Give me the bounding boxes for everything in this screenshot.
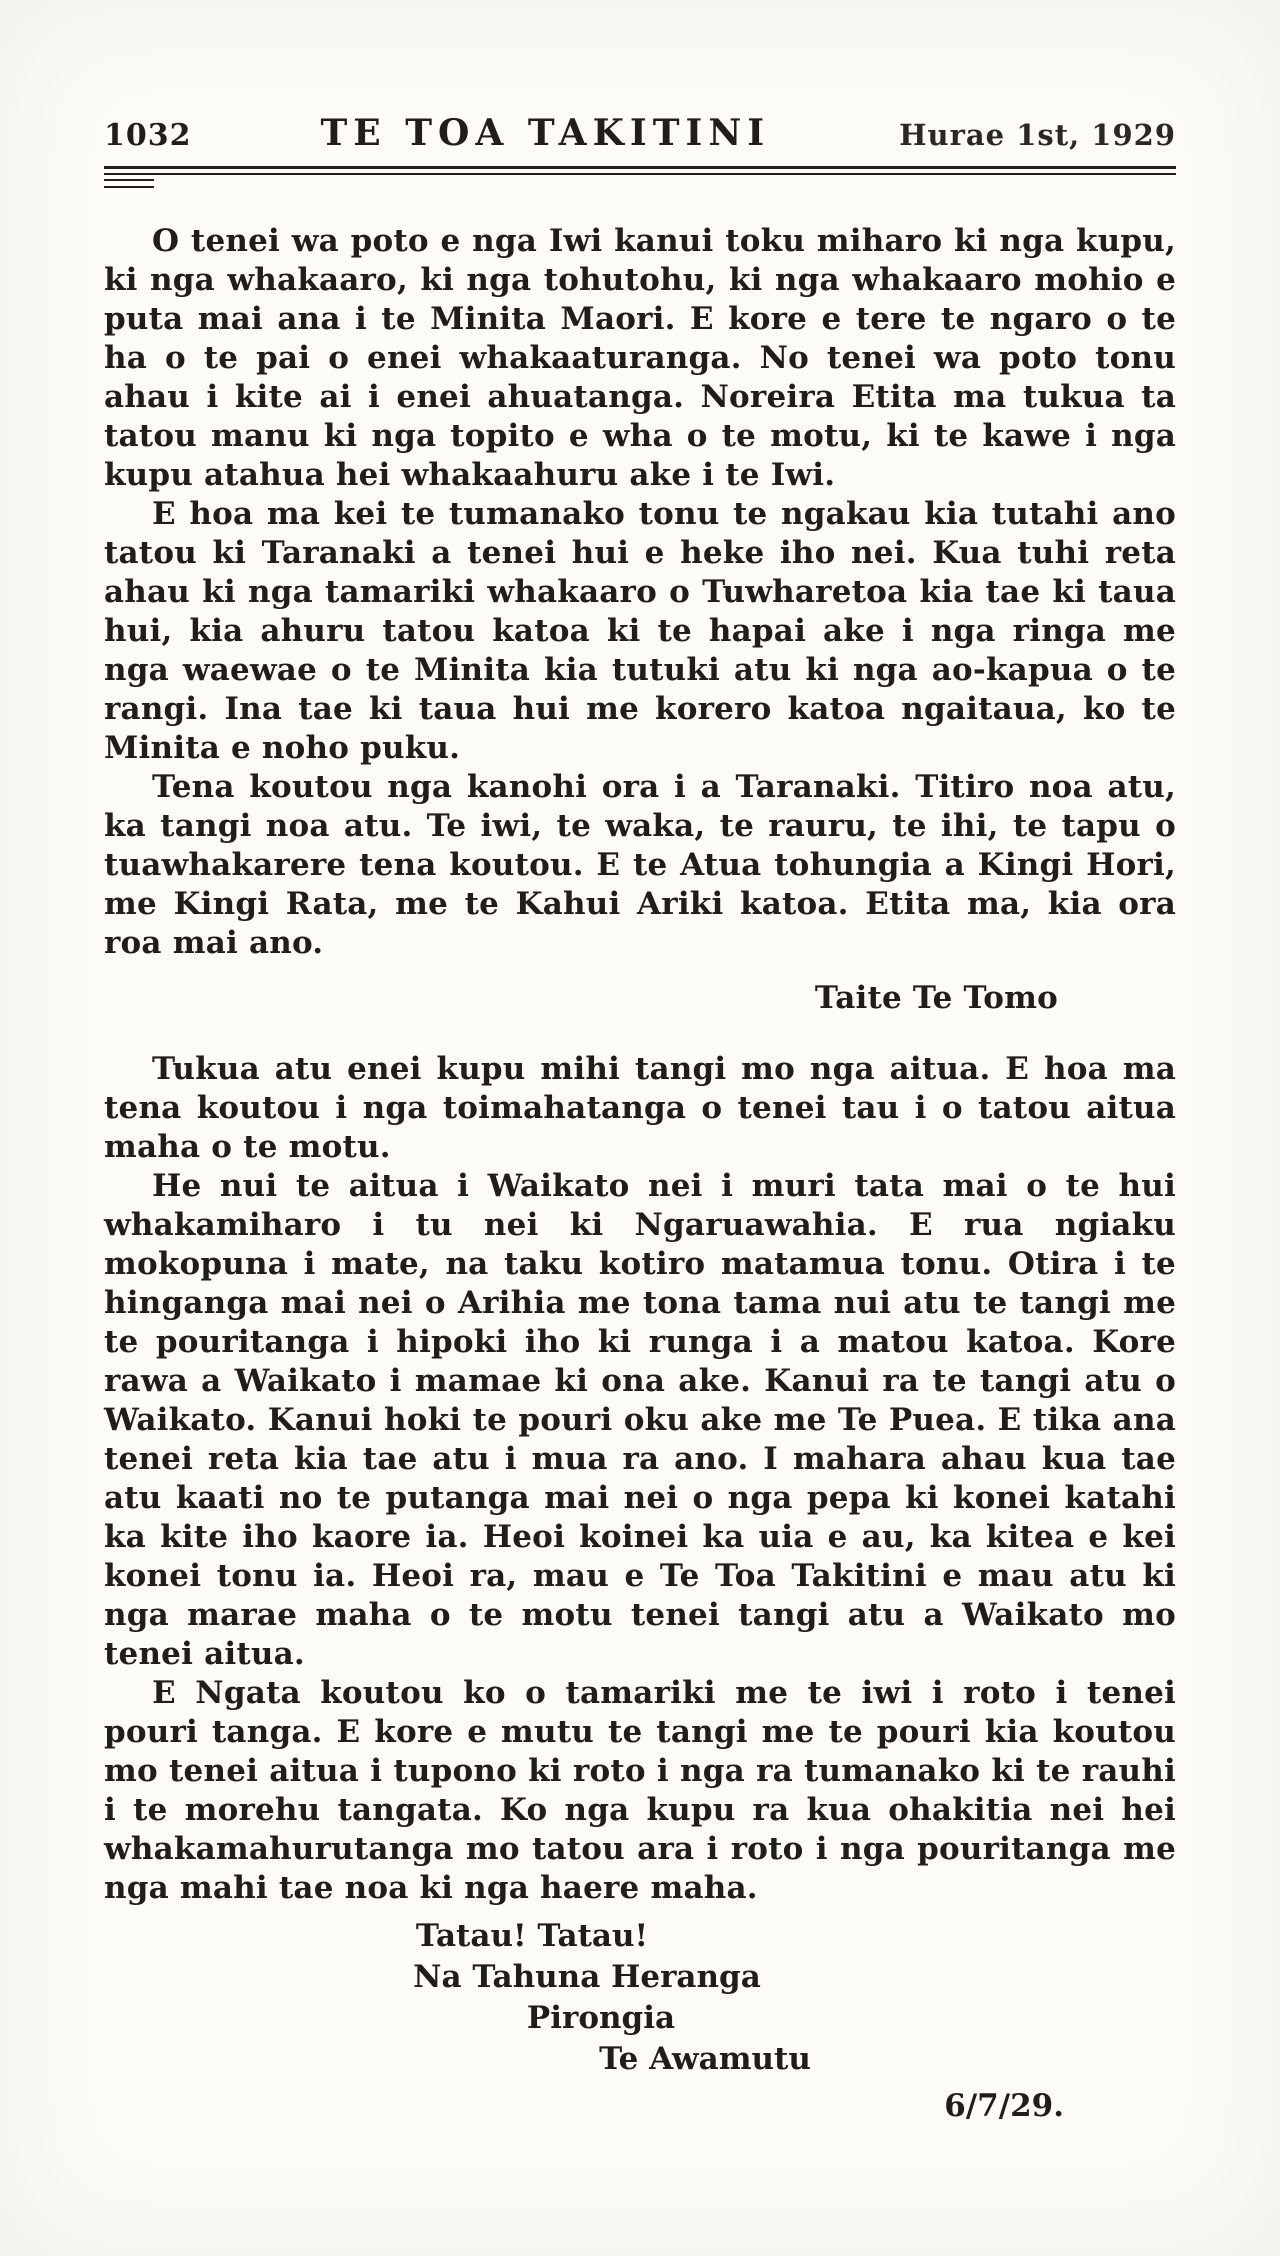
issue-date: Hurae 1st, 1929 — [899, 118, 1176, 152]
paragraph: He nui te aitua i Waikato nei i muri tata mai o te hui whakamiharo i tu nei ki Ngaruawahia. E rua ngiaku mokopuna i mate, na taku kotiro matamua tonu. Otira i te hinganga mai nei o Arihia me tona tama nui atu te tangi me te pouritanga i hipoki iho ki runga i a matou katoa. Kore rawa a Waikato i mamae ki ona ake. Kanui ra te tangi atu o Waikato. Kanui hoki te pouri oku ake me Te Puea. E tika ana tenei reta kia tae atu i mua ra ano. I mahara ahau kua tae atu kaati no te putanga mai nei o nga pepa ki konei katahi ka kite iho kaore ia. Heoi koinei ka uia e au, ka kitea e kei konei tonu ia. Heoi ra, mau e Te Toa Takitini e mau atu ki nga marae maha o te motu tenei tangi atu a Waikato mo tenei aitua. — [104, 1168, 1176, 1672]
masthead — [104, 112, 1176, 154]
closing-line: Te Awamutu — [599, 2041, 811, 2077]
journal-title: TE TOA TAKITINI — [320, 112, 771, 154]
article-body — [104, 222, 1176, 1908]
closing-line: Na Tahuna Heranga — [413, 1959, 761, 1995]
closing-line: Pirongia — [526, 2000, 676, 2036]
masthead-double-rule — [104, 166, 1176, 175]
page-content-column — [104, 0, 1176, 2127]
closing-block — [104, 1916, 1176, 2127]
paragraph: O tenei wa poto e nga Iwi kanui toku miharo ki nga kupu, ki nga whakaaro, ki nga tohutohu, ki nga whakaaro mohio e puta mai ana i te Minita Maori. E kore e tere te ngaro o te ha o te pai o enei whakaaturanga. No tenei wa poto tonu ahau i kite ai i enei ahuatanga. Noreira Etita ma tukua ta tatou manu ki nga topito e wha o te motu, ki te kawe i nga kupu atahua hei whakaahuru ake i te Iwi. — [104, 223, 1176, 493]
left-rule-stub — [104, 179, 154, 188]
paragraph: Tukua atu enei kupu mihi tangi mo nga aitua. E hoa ma tena koutou i nga toimahatanga o tenei tau i o tatou aitua maha o te motu. — [104, 1051, 1176, 1165]
paragraph: E Ngata koutou ko o tamariki me te iwi i roto i tenei pouri tanga. E kore e mutu te tangi me te pouri kia koutou mo tenei aitua i tupono ki roto i nga ra tumanako ki te rauhi i te morehu tangata. Ko nga kupu ra kua ohakitia nei hei whakamahurutanga mo tatou ara i roto i nga pouritanga me nga mahi tae noa ki nga haere maha. — [104, 1675, 1176, 1906]
closing-date: 6/7/29. — [944, 2088, 1064, 2124]
page-number: 1032 — [104, 118, 192, 153]
paragraph: E hoa ma kei te tumanako tonu te ngakau kia tutahi ano tatou ki Taranaki a tenei hui e heke iho nei. Kua tuhi reta ahau ki nga tamariki whakaaro o Tuwharetoa kia tae ki taua hui, kia ahuru tatou katoa ki te hapai ake i nga ringa me nga waewae o te Minita kia tutuki atu ki nga ao-kapua o te rangi. Ina tae ki taua hui me korero katoa ngaitaua, ko te Minita e noho puku. — [104, 496, 1176, 766]
signature-taite-te-tomo: Taite Te Tomo — [814, 980, 1058, 1016]
paragraph: Tena koutou nga kanohi ora i a Taranaki. Titiro noa atu, ka tangi noa atu. Te iwi, te waka, te rauru, te ihi, te tapu o tuawhakarere tena koutou. E te Atua tohungia a Kingi Hori, me Kingi Rata, me te Kahui Ariki katoa. Etita ma, kia ora roa mai ano. — [104, 769, 1176, 961]
closing-line: Tatau! Tatau! — [415, 1918, 649, 1954]
